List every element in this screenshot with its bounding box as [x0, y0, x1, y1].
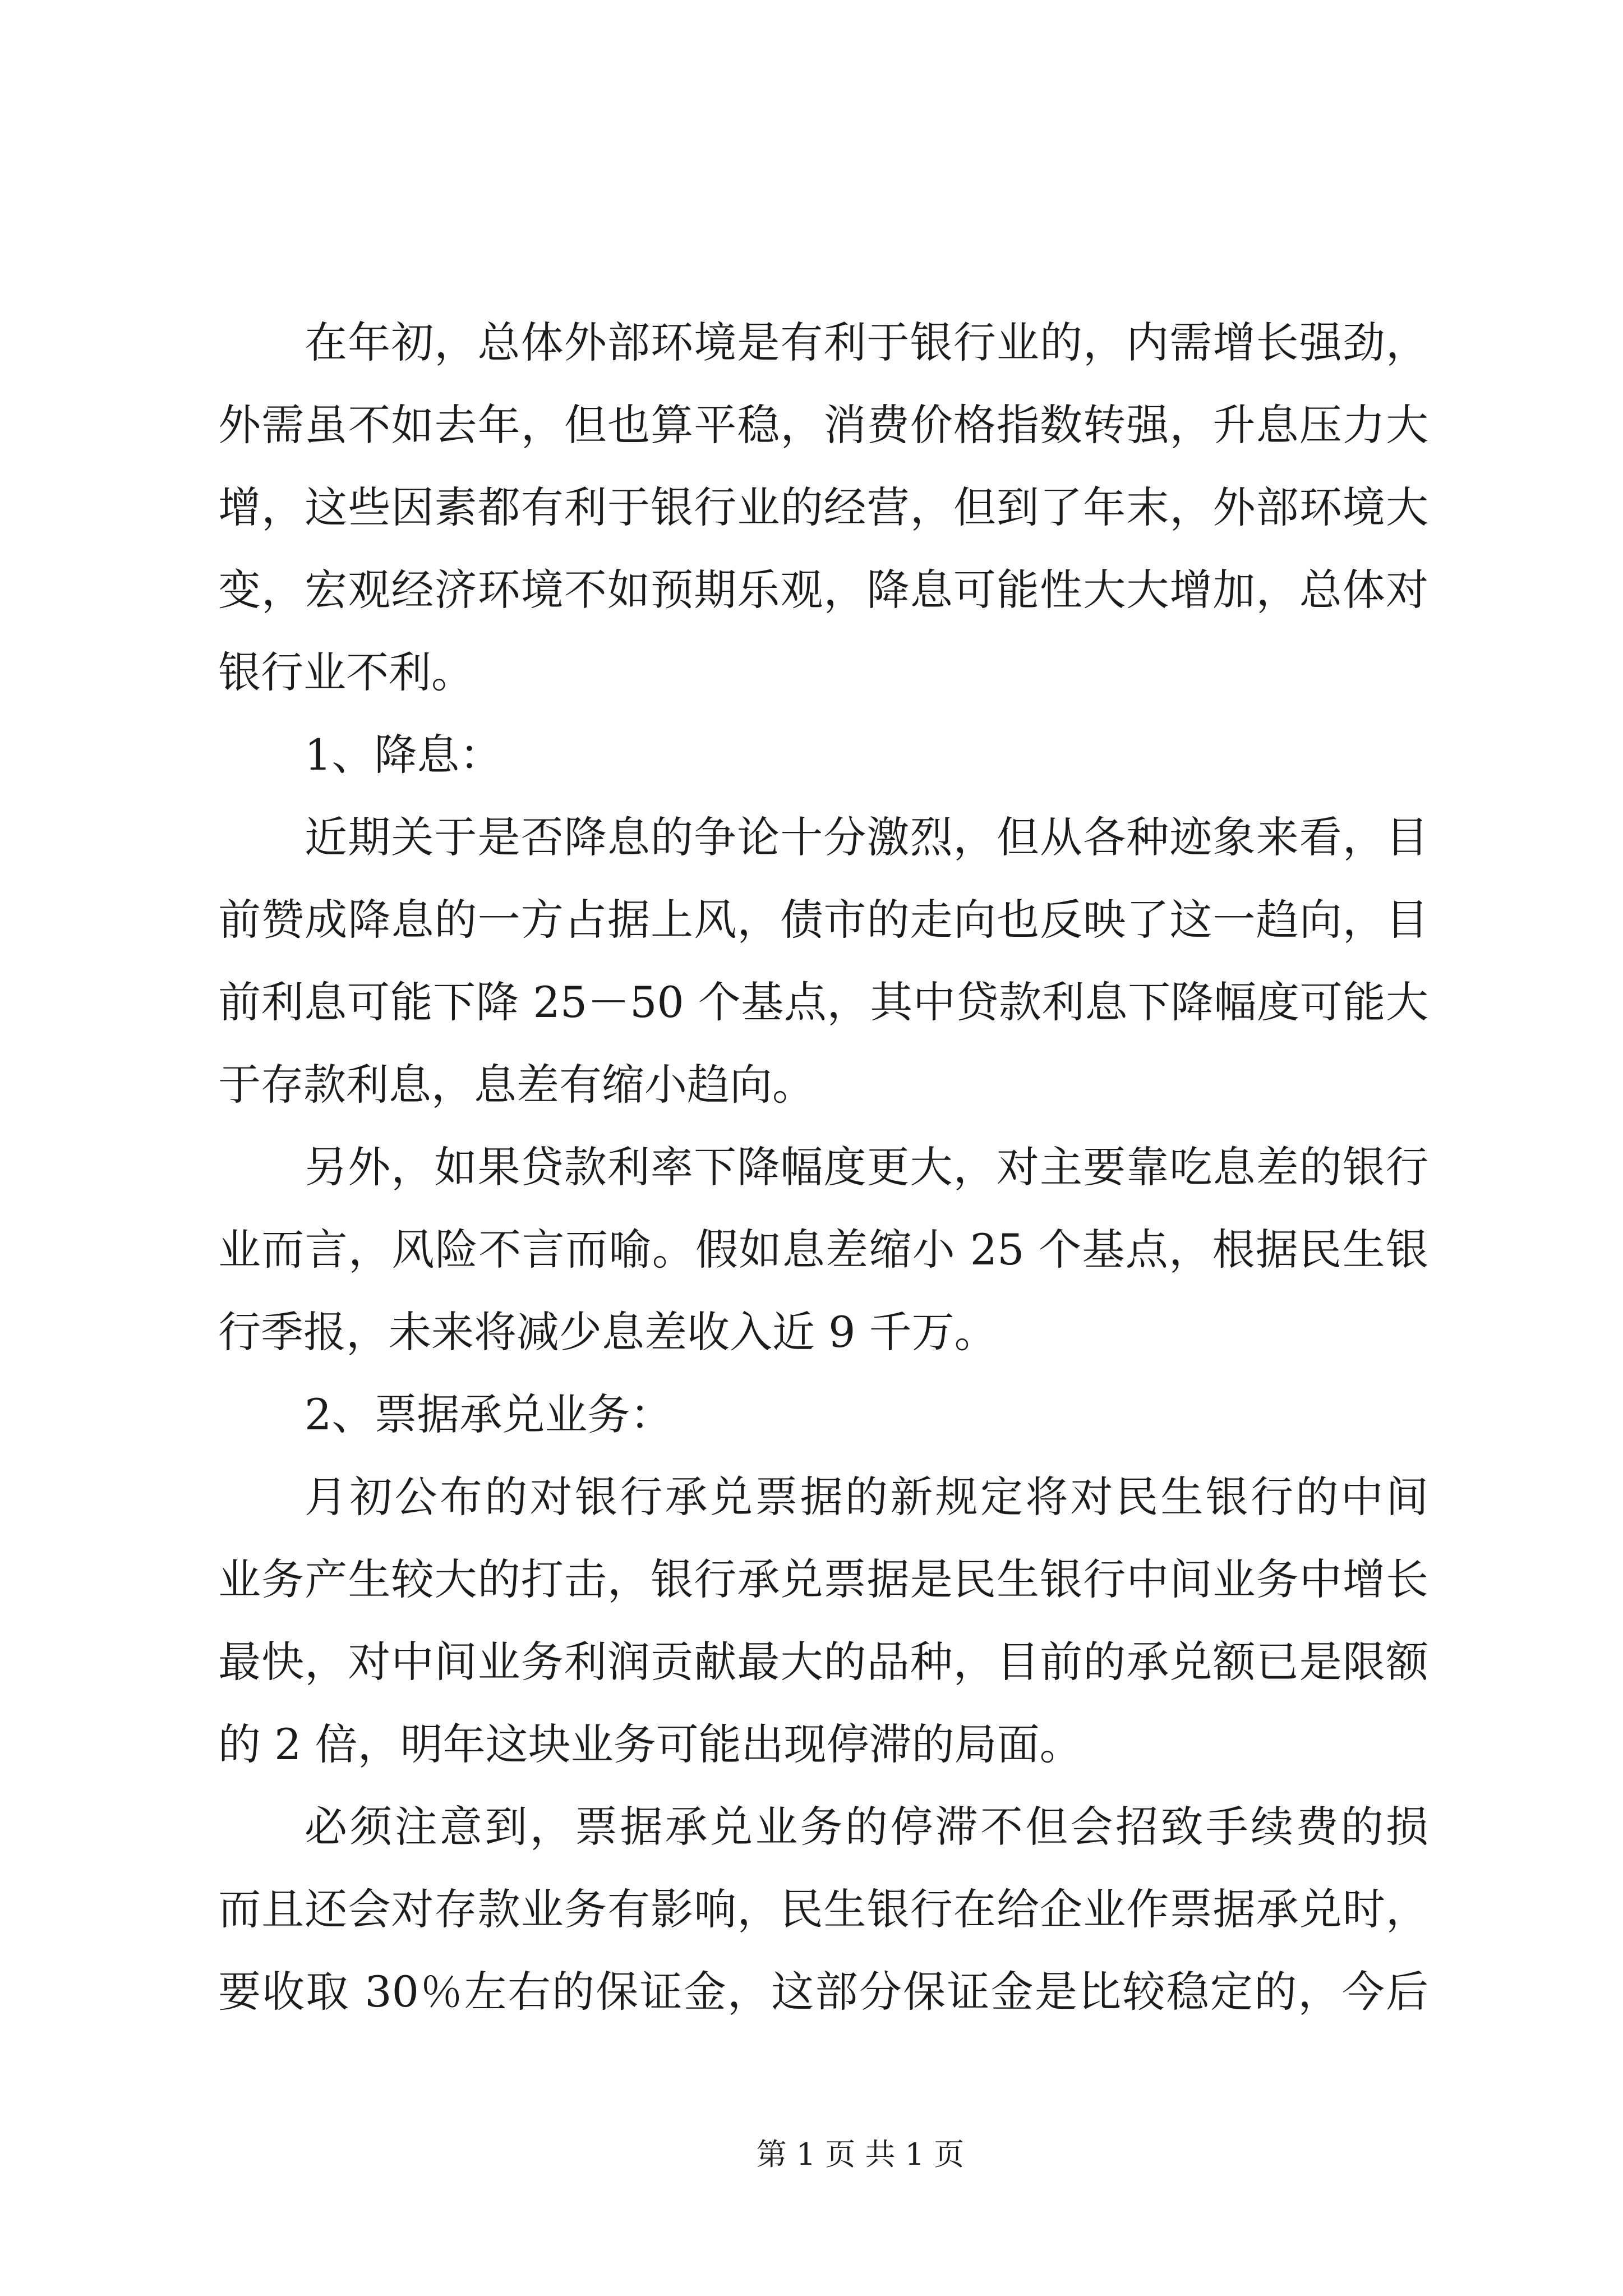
- text-line: 近期关于是否降息的争论十分激烈，但从各种迹象来看，目: [305, 812, 1428, 862]
- paragraph: [218, 796, 1428, 1126]
- paragraph: [218, 1126, 1428, 1373]
- section-heading: 2、票据承兑业务：: [305, 1389, 673, 1439]
- text-line: 于存款利息，息差有缩小趋向。: [218, 1060, 815, 1110]
- text-line: 业而言，风险不言而喻。假如息差缩小 25 个基点，根据民生银: [218, 1225, 1428, 1274]
- paragraph: [218, 1786, 1428, 2033]
- section-heading: 1、降息：: [305, 730, 502, 780]
- text-line: 另外，如果贷款利率下降幅度更大，对主要靠吃息差的银行: [305, 1142, 1428, 1192]
- text-line: 行季报，未来将减少息差收入近 9 千万。: [218, 1307, 997, 1357]
- text-line: 月初公布的对银行承兑票据的新规定将对民生银行的中间: [305, 1472, 1428, 1522]
- text-line: 银行业不利。: [218, 647, 474, 697]
- paragraph: [218, 301, 1428, 714]
- paragraph: [218, 1456, 1428, 1786]
- text-line: 要收取 30％左右的保证金，这部分保证金是比较稳定的，今后: [218, 1967, 1428, 2017]
- text-line: 而且还会对存款业务有影响，民生银行在给企业作票据承兑时，: [218, 1884, 1428, 1934]
- text-line: 必须注意到，票据承兑业务的停滞不但会招致手续费的损: [305, 1802, 1428, 1852]
- text-line: 前赞成降息的一方占据上风，债市的走向也反映了这一趋向，目: [218, 895, 1428, 945]
- text-line: 在年初，总体外部环境是有利于银行业的，内需增长强劲，: [305, 318, 1428, 367]
- text-line: 增，这些因素都有利于银行业的经营，但到了年末，外部环境大: [218, 482, 1428, 532]
- page-footer: 第 1 页 共 1 页: [756, 2137, 965, 2172]
- text-line: 前利息可能下降 25－50 个基点，其中贷款利息下降幅度可能大: [218, 977, 1428, 1027]
- text-line: 变，宏观经济环境不如预期乐观，降息可能性大大增加，总体对: [218, 565, 1428, 615]
- text-line: 的 2 倍，明年这块业务可能出现停滞的局面。: [218, 1719, 1082, 1769]
- text-line: 外需虽不如去年，但也算平稳，消费价格指数转强，升息压力大: [218, 400, 1428, 450]
- text-line: 业务产生较大的打击，银行承兑票据是民生银行中间业务中增长: [218, 1554, 1428, 1604]
- document-body: [218, 301, 1428, 2033]
- text-line: 最快，对中间业务利润贡献最大的品种，目前的承兑额已是限额: [218, 1637, 1428, 1687]
